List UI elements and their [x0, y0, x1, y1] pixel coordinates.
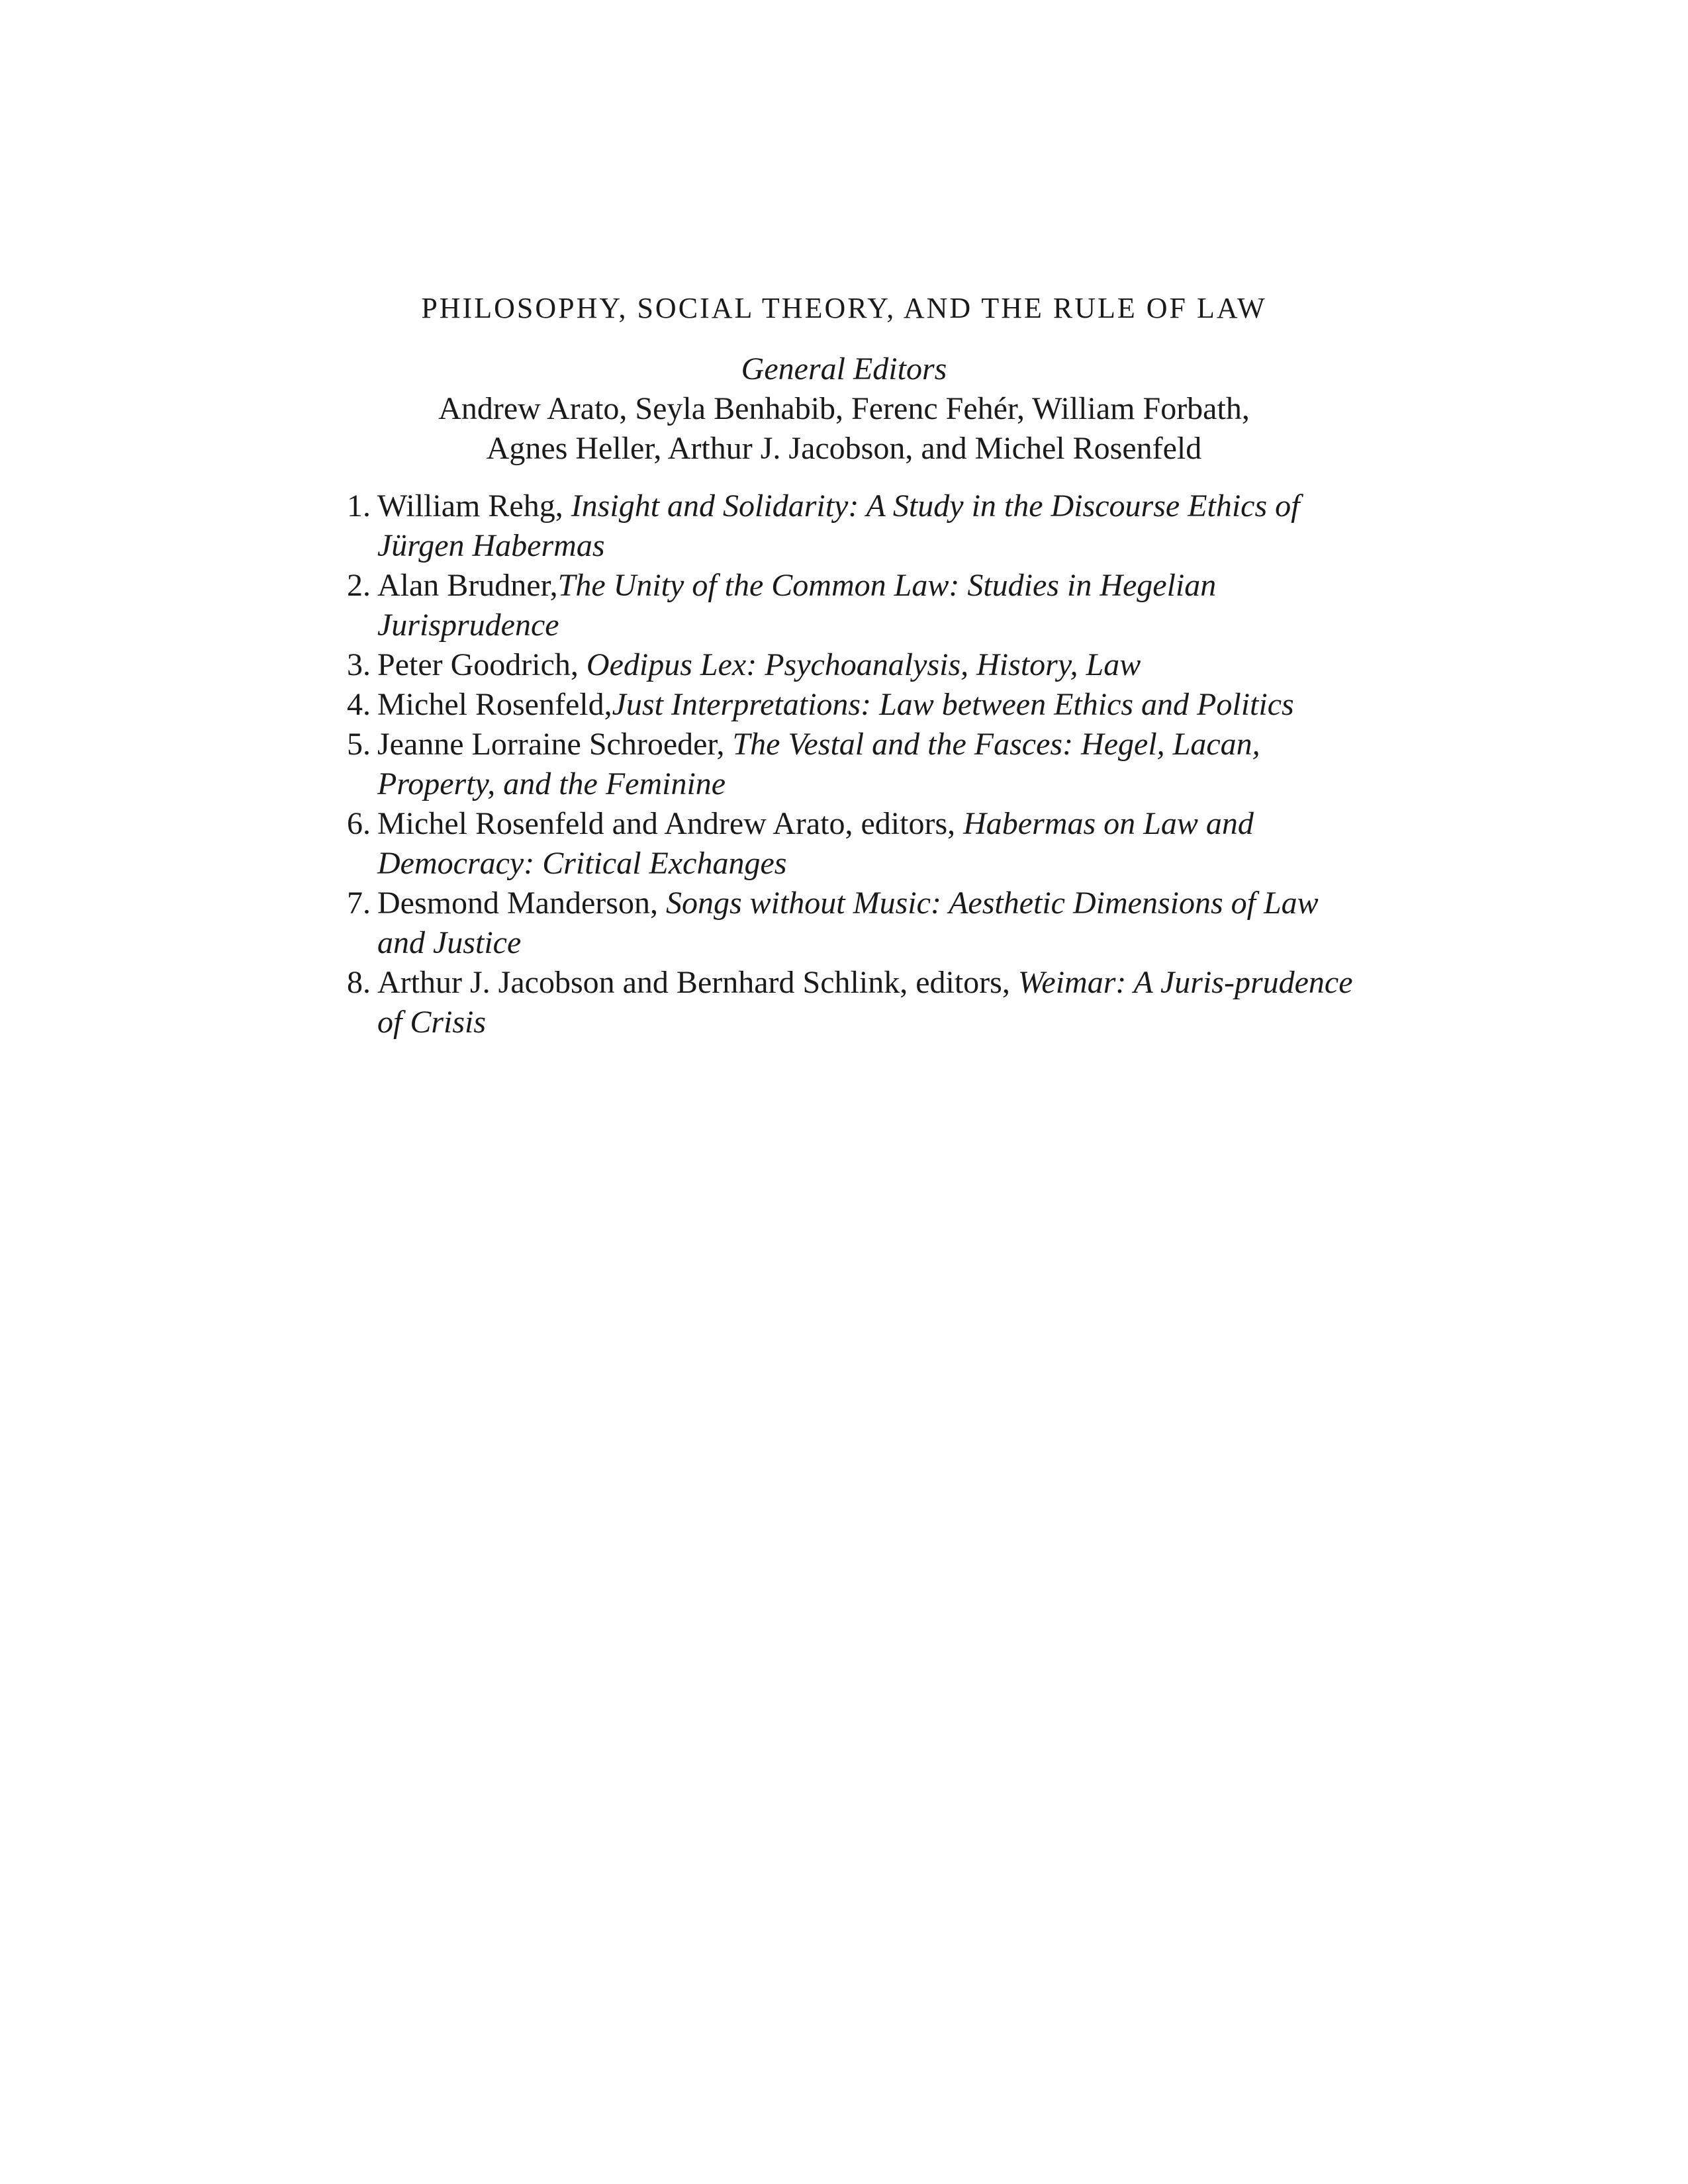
book-item-4 — [331, 685, 1364, 725]
editors-names-line-1: Andrew Arato, Seyla Benhabib, Ferenc Fehér, William Forbath, — [438, 391, 1250, 426]
book-title: Weimar: A Juris-prudence of Crisis — [377, 965, 1353, 1040]
book-title: Just Interpretations: Law between Ethics and Politics — [612, 687, 1294, 722]
book-item-3 — [331, 645, 1364, 685]
book-item-5 — [331, 725, 1364, 804]
book-author: Alan Brudner, — [377, 568, 558, 603]
book-author: Arthur J. Jacobson and Bernhard Schlink, editors, — [377, 965, 1018, 1000]
series-title: PHILOSOPHY, SOCIAL THEORY, AND THE RULE OF LAW — [421, 292, 1267, 324]
book-item-1 — [331, 486, 1364, 566]
book-item-6 — [331, 804, 1364, 884]
book-title: Insight and Solidarity: A Study in the Discourse Ethics of Jürgen Habermas — [377, 488, 1300, 563]
book-item-2 — [331, 566, 1364, 645]
book-title: Songs without Music: Aesthetic Dimensions of Law and Justice — [377, 886, 1319, 960]
book-number: 5. — [347, 727, 371, 762]
book-number: 4. — [347, 687, 371, 722]
book-number: 7. — [347, 886, 371, 921]
book-title: Habermas on Law and Democracy: Critical Exchanges — [377, 806, 1254, 881]
book-title: The Unity of the Common Law: Studies in Hegelian Jurisprudence — [377, 568, 1217, 643]
book-author: Jeanne Lorraine Schroeder, — [377, 727, 733, 762]
book-list — [331, 486, 1364, 1042]
book-number: 1. — [347, 488, 371, 523]
book-author: Desmond Manderson, — [377, 886, 666, 921]
book-title: The Vestal and the Fasces: Hegel, Lacan, Property, and the Feminine — [377, 727, 1260, 801]
book-author: Peter Goodrich, — [377, 647, 586, 682]
book-number: 2. — [347, 568, 371, 603]
editors-names-line-2: Agnes Heller, Arthur J. Jacobson, and Michel Rosenfeld — [486, 431, 1202, 466]
book-title: Oedipus Lex: Psychoanalysis, History, Law — [586, 647, 1141, 682]
book-number: 8. — [347, 965, 371, 1000]
book-number: 6. — [347, 806, 371, 841]
book-item-7 — [331, 884, 1364, 963]
book-number: 3. — [347, 647, 371, 682]
general-editors-heading: General Editors — [741, 351, 947, 387]
book-item-8 — [331, 963, 1364, 1042]
book-author: Michel Rosenfeld, — [377, 687, 612, 722]
book-author: William Rehg, — [377, 488, 571, 523]
book-author: Michel Rosenfeld and Andrew Arato, editors, — [377, 806, 964, 841]
